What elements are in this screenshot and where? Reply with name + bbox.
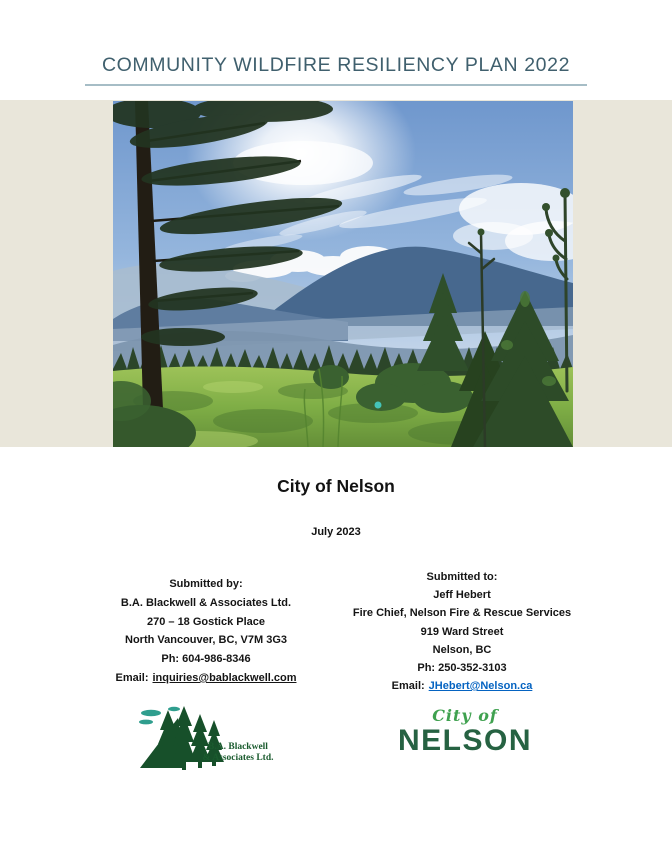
nelson-logo-script: City of	[432, 706, 498, 725]
city-heading: City of Nelson	[277, 476, 395, 496]
submitted-by-phone: Ph: 604-986-8346	[161, 653, 251, 666]
submitted-to-street: 919 Ward Street	[420, 625, 504, 638]
submitted-to-city: Nelson, BC	[432, 643, 492, 656]
photo-band	[0, 100, 672, 447]
blackwell-logo	[138, 704, 288, 776]
submitted-by-street: 270 – 18 Gostick Place	[146, 615, 266, 628]
submitted-by-company: B.A. Blackwell & Associates Ltd.	[120, 596, 292, 609]
page-title: COMMUNITY WILDFIRE RESILIENCY PLAN 2022	[101, 54, 571, 76]
submitted-to-email-line	[316, 677, 608, 695]
submitted-by-email-link[interactable]: inquiries@bablackwell.com	[152, 671, 297, 684]
blackwell-logo-line1: B.A. Blackwell	[208, 742, 268, 752]
email-label: Email:	[391, 680, 425, 693]
submitted-by-block	[56, 575, 356, 688]
blackwell-logo-text	[190, 742, 286, 763]
submitted-to-block	[316, 568, 608, 695]
submitted-by-email-line	[56, 669, 356, 688]
submitted-to-email-link[interactable]: JHebert@Nelson.ca	[428, 680, 533, 693]
nelson-logo	[383, 706, 547, 756]
forest-mountain-photo-illustration	[113, 101, 573, 447]
submitted-by-city: North Vancouver, BC, V7M 3G3	[125, 634, 287, 647]
submitted-to-title: Fire Chief, Nelson Fire & Rescue Services	[352, 607, 572, 620]
nelson-logo-wordmark: NELSON	[397, 724, 532, 757]
email-label: Email:	[115, 671, 149, 684]
blackwell-logo-line2: & Associates Ltd.	[202, 752, 274, 763]
submitted-to-label: Submitted to:	[426, 571, 498, 583]
blackwell-trees-icon	[138, 704, 238, 776]
submitted-to-name: Jeff Hebert	[433, 589, 491, 602]
title-underline	[85, 84, 587, 86]
submitted-by-label: Submitted by:	[169, 578, 243, 590]
submitted-to-phone: Ph: 250-352-3103	[417, 662, 507, 675]
cover-photo	[113, 101, 573, 447]
date-label: July 2023	[311, 526, 361, 538]
